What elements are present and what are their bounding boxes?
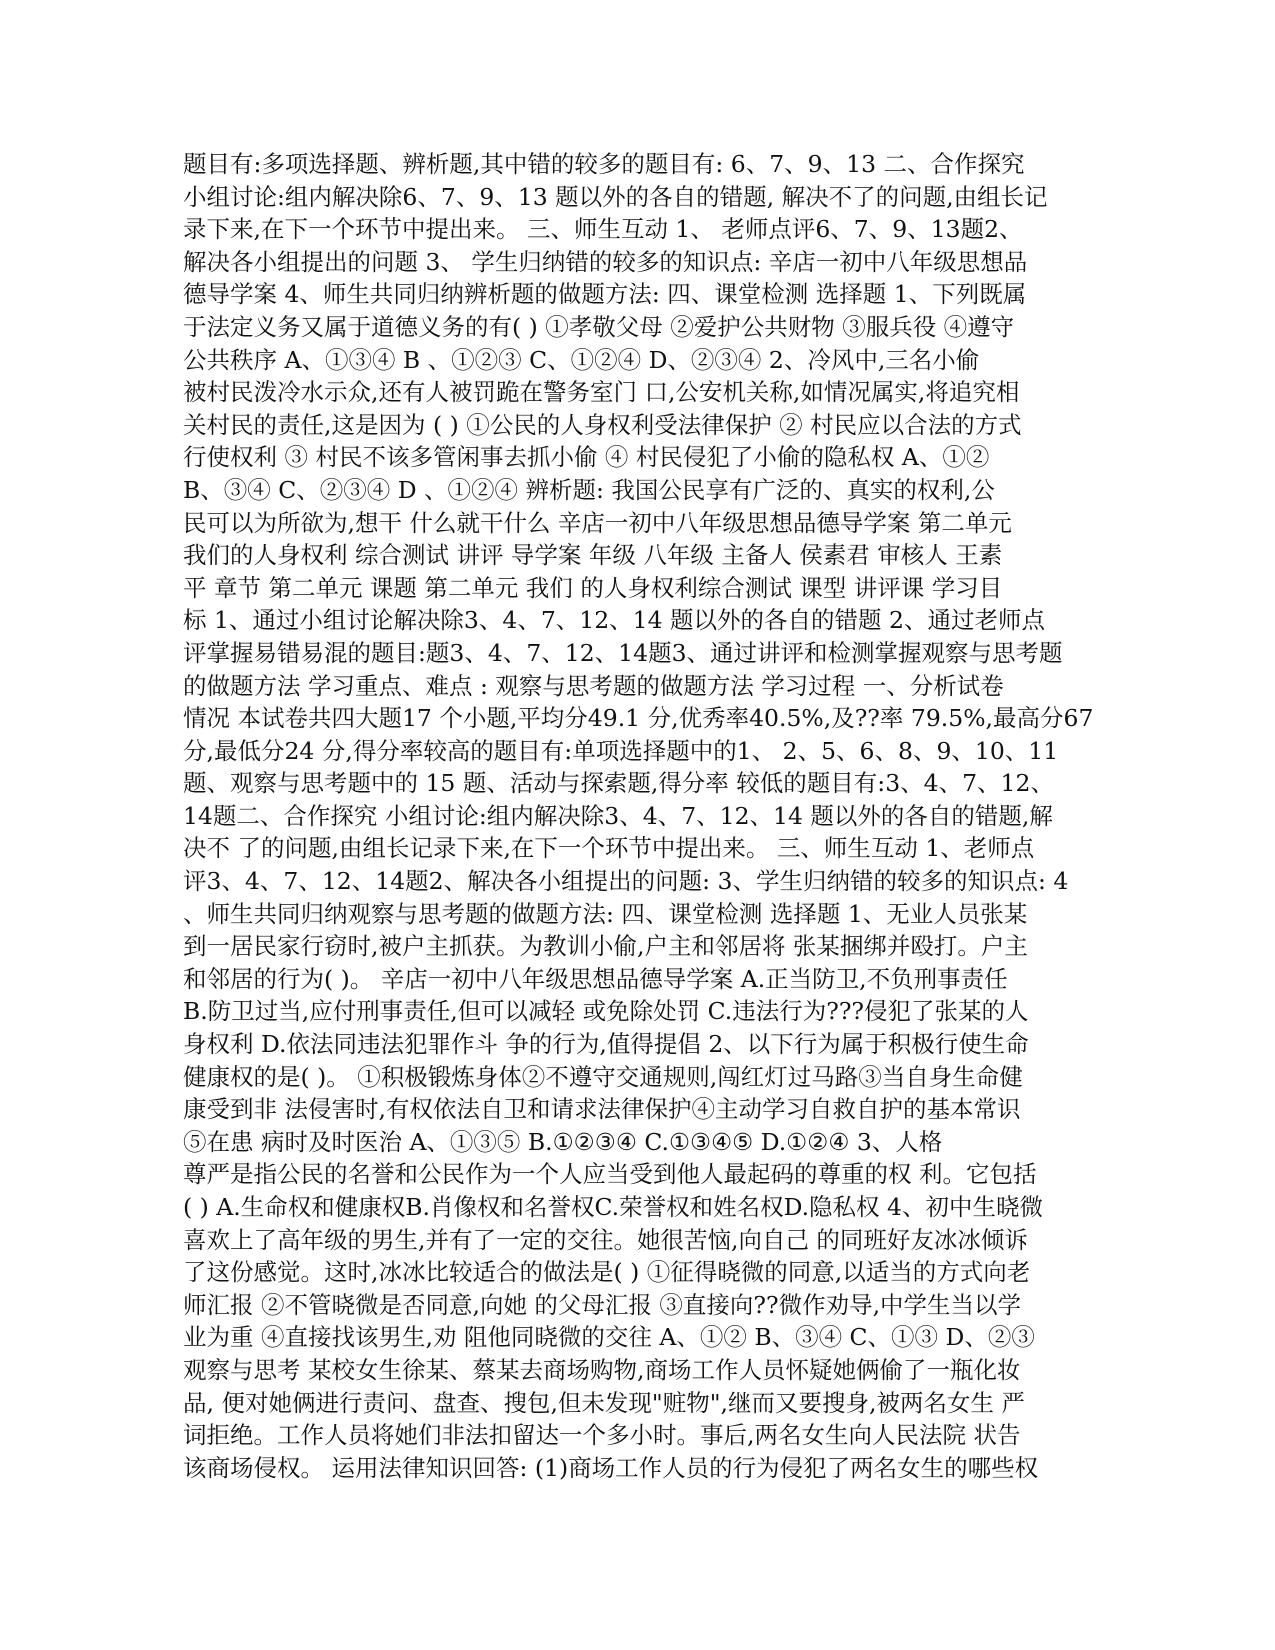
text-line: 评3、4、7、12、14题2、解决各小组提出的问题: 3、学生归纳错的较多的知识点: 4 <box>183 867 1069 896</box>
text-line: 、师生共同归纳观察与思考题的做题方法: 四、课堂检测 选择题 1、无业人员张某 <box>183 899 1028 928</box>
text-line: 观察与思考 某校女生徐某、蔡某去商场购物,商场工作人员怀疑她俩偷了一瓶化妆 <box>183 1355 1021 1384</box>
text-line: ⑤在患 病时及时医治 A、①③⑤ B.①②③④ C.①③④⑤ D.①②④ 3、人格 <box>183 1127 943 1156</box>
text-line: 行使权利 ③ 村民不该多管闲事去抓小偷 ④ 村民侵犯了小偷的隐私权 A、①② <box>183 443 990 472</box>
text-line: B.防卫过当,应付刑事责任,但可以减轻 或免除处罚 C.违法行为???侵犯了张某的人 <box>183 997 1029 1026</box>
text-line: 情况 本试卷共四大题17 个小题,平均分49.1 分,优秀率40.5%,及??率 79.5%,最高分67 <box>183 704 1094 733</box>
text-line: 和邻居的行为( )。 辛店一初中八年级思想品德导学案 A.正当防卫,不负刑事责任 <box>183 964 1008 993</box>
text-line: 标 1、通过小组讨论解决除3、4、7、12、14 题以外的各自的错题 2、通过老师点 <box>183 606 1045 635</box>
text-line: 小组讨论:组内解决除6、7、9、13 题以外的各自的错题, 解决不了的问题,由组长记 <box>183 182 1048 211</box>
text-line: 题、观察与思考题中的 15 题、活动与探索题,得分率 较低的题目有:3、4、7、12、 <box>183 769 1054 798</box>
text-line: 尊严是指公民的名誉和公民作为一个人应当受到他人最起码的尊重的权 利。它包括 <box>183 1160 1037 1189</box>
text-line: 14题二、合作探究 小组讨论:组内解决除3、4、7、12、14 题以外的各自的错题,解 <box>183 801 1053 830</box>
text-line: ( ) A.生命权和健康权B.肖像权和名誉权C.荣誉权和姓名权D.隐私权 4、初中生晓微 <box>183 1193 1043 1221</box>
text-line: 民可以为所欲为,想干 什么就干什么 辛店一初中八年级思想品德导学案 第二单元 <box>183 508 1012 537</box>
text-line: 德导学案 4、师生共同归纳辨析题的做题方法: 四、课堂检测 选择题 1、下列既属 <box>183 280 1027 309</box>
text-line: 被村民泼冷水示众,还有人被罚跪在警务室门 口,公安机关称,如情况属实,将追究相 <box>183 378 1020 407</box>
text-line: 分,最低分24 分,得分率较高的题目有:单项选择题中的1、 2、5、6、8、9、10、11 <box>183 736 1059 765</box>
text-line: 录下来,在下一个环节中提出来。 三、师生互动 1、 老师点评6、7、9、13题2、 <box>183 215 1023 244</box>
text-line: 身权利 D.依法同违法犯罪作斗 争的行为,值得提倡 2、以下行为属于积极行使生命 <box>183 1030 1029 1059</box>
text-line: 解决各小组提出的问题 3、 学生归纳错的较多的知识点: 辛店一初中八年级思想品 <box>183 247 1028 276</box>
document-body <box>183 148 1093 1484</box>
text-line: B、③④ C、②③④ D 、①②④ 辨析题: 我国公民享有广泛的、真实的权利,公 <box>183 475 995 504</box>
text-line: 师汇报 ②不管晓微是否同意,向她 的父母汇报 ③直接向??微作劝导,中学生当以学 <box>183 1290 1022 1319</box>
text-line: 我们的人身权利 综合测试 讲评 导学案 年级 八年级 主备人 侯素君 审核人 王素 <box>183 541 1003 570</box>
text-line: 词拒绝。工作人员将她们非法扣留达一个多小时。事后,两名女生向人民法院 状告 <box>183 1421 1021 1450</box>
text-line: 平 章节 第二单元 课题 第二单元 我们 的人身权利综合测试 课型 讲评课 学习目 <box>183 573 1003 602</box>
text-line: 健康权的是( )。 ①积极锻炼身体②不遵守交通规则,闯红灯过马路③当自身生命健 <box>183 1062 1023 1091</box>
text-line: 到一居民家行窃时,被户主抓获。为教训小偷,户主和邻居将 张某捆绑并殴打。户主 <box>183 932 1028 961</box>
text-line: 评掌握易错易混的题目:题3、4、7、12、14题3、通过讲评和检测掌握观察与思考题 <box>183 638 1063 667</box>
text-line: 的做题方法 学习重点、难点 : 观察与思考题的做题方法 学习过程 一、分析试卷 <box>183 671 1004 700</box>
text-line: 该商场侵权。 运用法律知识回答: (1)商场工作人员的行为侵犯了两名女生的哪些权 <box>183 1453 1039 1482</box>
text-line: 业为重 ④直接找该男生,劝 阻他同晓微的交往 A、①② B、③④ C、①③ D、②③ <box>183 1323 1035 1352</box>
text-line: 品, 便对她俩进行责问、盘查、搜包,但未发现"赃物",继而又要搜身,被两名女生 严 <box>183 1388 1025 1417</box>
text-line: 关村民的责任,这是因为 ( ) ①公民的人身权利受法律保护 ② 村民应以合法的方式 <box>183 410 1022 439</box>
text-line: 决不 了的问题,由组长记录下来,在下一个环节中提出来。 三、师生互动 1、老师点 <box>183 834 1035 863</box>
text-line: 于法定义务又属于道德义务的有( ) ①孝敬父母 ②爱护公共财物 ③服兵役 ④遵守 <box>183 312 1015 341</box>
text-line: 喜欢上了高年级的男生,并有了一定的交往。她很苦恼,向自己 的同班好友冰冰倾诉 <box>183 1225 1028 1254</box>
text-line: 康受到非 法侵害时,有权依法自卫和请求法律保护④主动学习自救自护的基本常识 <box>183 1095 1021 1124</box>
text-line: 公共秩序 A、①③④ B 、①②③ C、①②④ D、②③④ 2、冷风中,三名小偷 <box>183 345 980 374</box>
text-line: 题目有:多项选择题、辨析题,其中错的较多的题目有: 6、7、9、13 二、合作探究 <box>183 150 1025 178</box>
text-line: 了这份感觉。这时,冰冰比较适合的做法是( ) ①征得晓微的同意,以适当的方式向老 <box>183 1258 1031 1287</box>
